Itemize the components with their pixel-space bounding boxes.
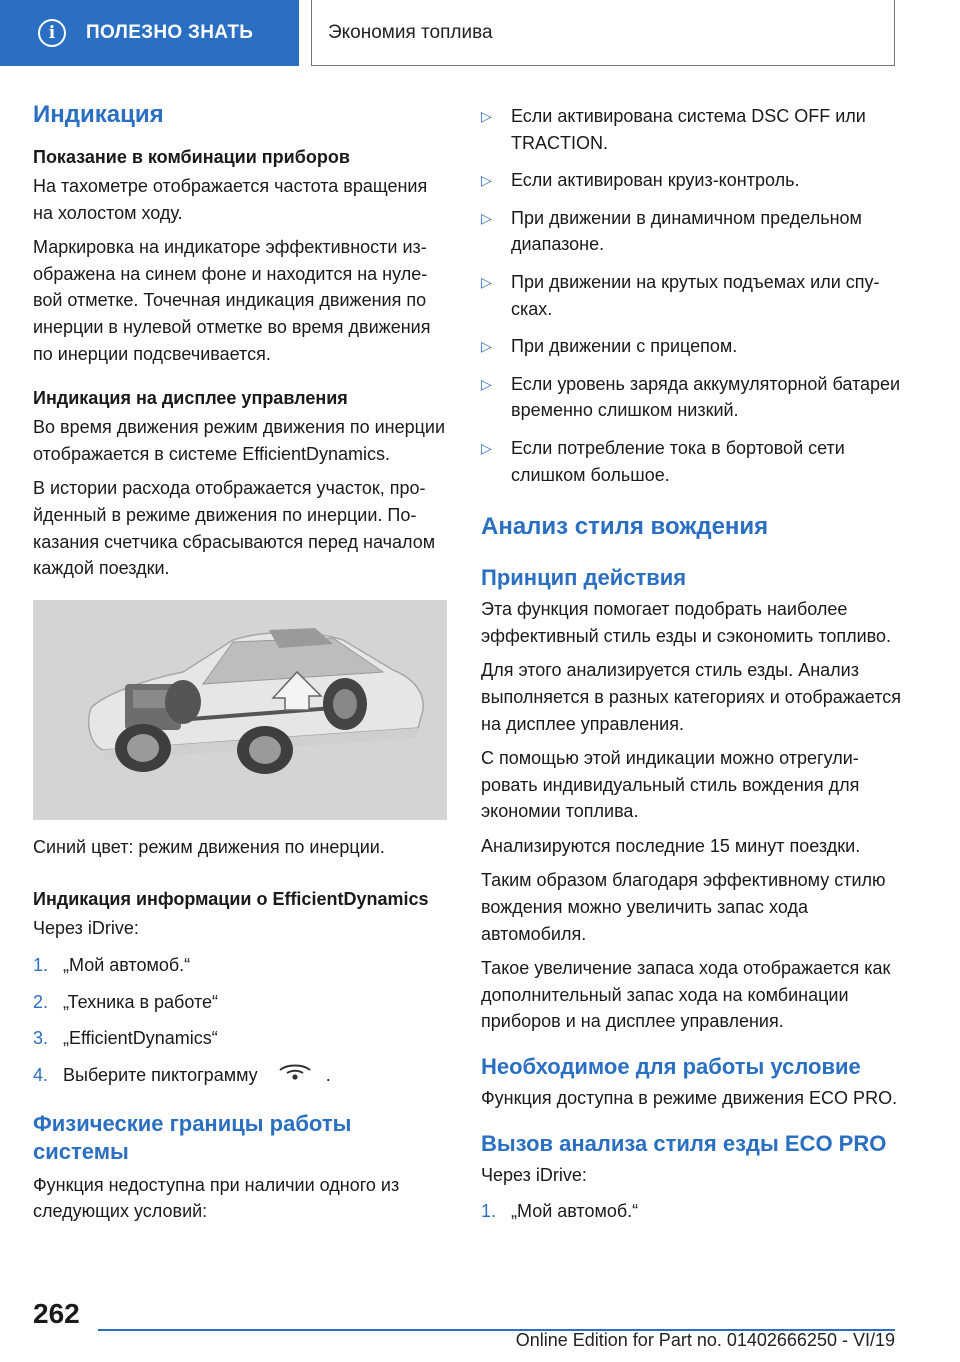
paragraph: С помощью этой индикации можно отрегулировать индивидуальный стиль вождения для экономии топлива. [481, 748, 860, 822]
step-text: „Мой автомоб.“ [63, 954, 191, 975]
list-item-text: Если активирована система DSC OFF или TRACTION. [511, 106, 866, 153]
list-item [33, 952, 449, 979]
triangle-bullet-icon: ▷ [481, 439, 492, 456]
left-column [33, 96, 449, 1225]
list-item [481, 167, 901, 194]
paragraph: Через iDrive: [33, 918, 139, 939]
list-item [481, 269, 901, 322]
heading-efficientdynamics-info: Индикация информации о EfficientDynamics [33, 889, 429, 910]
paragraph: Функция недоступна при наличии одного из следующих условий: [33, 1174, 400, 1222]
triangle-bullet-icon: ▷ [481, 172, 492, 189]
heading-control-display: Индикация на дисплее управления [33, 388, 348, 409]
step-number: 1. [33, 954, 49, 975]
step-suffix: . [325, 1064, 331, 1085]
page-number: 262 [33, 1298, 80, 1329]
paragraph: Маркировка на индикаторе эффективности изображена на синем фоне и находится на нулевой отметке. Точечная индикация движения по инерции в нулевой отметке во время движения по инерции подсвечивается. [33, 237, 431, 364]
conditions-list [481, 103, 901, 488]
paragraph: Функция доступна в режиме движения ECO PRO. [481, 1088, 898, 1109]
list-item-text: Если активирован круиз-контроль. [511, 170, 800, 191]
heading-call-analysis: Вызов анализа стиля езды ECO PRO [481, 1130, 887, 1156]
triangle-bullet-icon: ▷ [481, 338, 492, 355]
list-item-text: При движении на крутых подъемах или спусках. [511, 271, 880, 319]
steps-list [33, 952, 449, 1090]
step-number: 3. [33, 1028, 49, 1049]
paragraph: Для этого анализируется стиль езды. Анализ выполняется в разных категориях и отображается на дисплее управления. [481, 660, 902, 734]
step-number: 2. [33, 991, 49, 1012]
triangle-bullet-icon: ▷ [481, 375, 492, 392]
paragraph: Таким образом благодаря эффективному стилю вождения можно увеличить запас хода автомобиля. [481, 870, 886, 944]
list-item-text: При движении в динамичном предельном диапазоне. [511, 207, 862, 255]
list-item-text: При движении с прицепом. [511, 336, 738, 357]
heading-condition: Необходимое для работы условие [481, 1054, 861, 1080]
paragraph: В истории расхода отображается участок, пройденный в режиме движения по инерции. Показания счетчика сбрасываются перед началом каждой поездки. [33, 478, 436, 579]
list-item [481, 103, 901, 156]
page-header [0, 0, 960, 66]
step-text: „Мой автомоб.“ [511, 1201, 639, 1222]
efficiency-pictogram-icon [277, 1062, 313, 1090]
car-illustration [33, 600, 447, 820]
heading-driving-style-analysis: Анализ стиля вождения [481, 513, 769, 541]
list-item [481, 205, 901, 258]
step-text: „EfficientDynamics“ [63, 1028, 218, 1049]
list-item [481, 435, 901, 488]
edition-text: Online Edition for Part no. 01402666250 - VI/19 [515, 1330, 895, 1350]
list-item [33, 989, 449, 1016]
info-icon: i [38, 19, 66, 47]
paragraph: Во время движения режим движения по инерции отображается в системе EfficientDynamics. [33, 417, 446, 464]
list-item-text: Если потребление тока в бортовой сети слишком большое. [511, 437, 845, 485]
heading-system-limits: Физические границы работы системы [33, 1110, 352, 1164]
heading-combi-display: Показание в комбинации приборов [33, 147, 350, 167]
triangle-bullet-icon: ▷ [481, 108, 492, 124]
triangle-bullet-icon: ▷ [481, 273, 492, 290]
figure-caption: Синий цвет: режим движения по инерции. [33, 836, 385, 857]
chapter-title: Экономия топлива [328, 21, 493, 43]
list-item [481, 371, 901, 424]
heading-principle: Принцип действия [481, 565, 687, 591]
paragraph: Такое увеличение запаса хода отображается как дополнительный запас хода на комбинации приборов и на дисплее управления. [481, 958, 891, 1032]
chapter-title-box [311, 0, 895, 66]
list-item [33, 1062, 449, 1090]
section-tab-label: ПОЛЕЗНО ЗНАТЬ [86, 22, 254, 43]
paragraph: Через iDrive: [481, 1164, 587, 1185]
step-text: Выберите пиктограмму [63, 1064, 258, 1085]
list-item [33, 1025, 449, 1052]
section-tab [0, 0, 299, 66]
car-cutaway-image [33, 600, 447, 820]
list-item-text: Если уровень заряда аккумуляторной батареи временно слишком низкий. [511, 373, 901, 421]
heading-indication: Индикация [33, 101, 164, 128]
list-item [481, 1198, 901, 1225]
right-column [481, 96, 901, 1225]
list-item [481, 333, 901, 360]
step-text: „Техника в работе“ [63, 991, 219, 1012]
paragraph: Анализируются последние 15 минут поездки. [481, 835, 861, 856]
step-number: 4. [33, 1064, 49, 1085]
paragraph: На тахометре отображается частота вращения на холостом ходу. [33, 176, 428, 223]
triangle-bullet-icon: ▷ [481, 209, 492, 226]
paragraph: Эта функция помогает подобрать наиболее эффективный стиль езды и сэкономить топливо. [481, 599, 892, 646]
step-number: 1. [481, 1201, 497, 1222]
